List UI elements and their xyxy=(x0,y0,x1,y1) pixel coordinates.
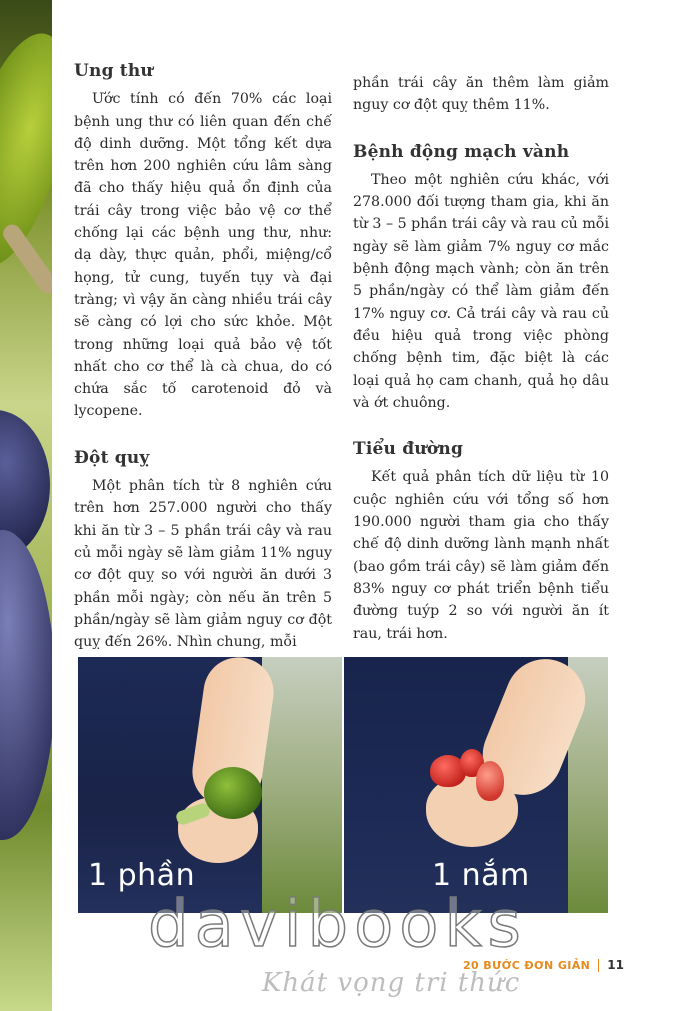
heading-dong-mach-vanh: Bệnh động mạch vành xyxy=(353,141,570,162)
caption-1-phan: 1 phần xyxy=(88,858,196,893)
photo-background xyxy=(262,657,342,913)
heading-ung-thu: Ung thư xyxy=(74,61,153,81)
page-footer xyxy=(463,958,624,972)
heading-tieu-duong: Tiểu đường xyxy=(353,439,464,460)
page-number: 11 xyxy=(607,958,624,972)
paragraph-dong-mach-vanh: Theo một nghiên cứu khác, với 278.000 đối tượng tham gia, khi ăn từ 3 – 5 phần trái cây và rau củ mỗi ngày sẽ làm giảm 7% nguy cơ mắc bệnh động mạch vành; còn ăn trên 5 phần/ngày có thể làm giảm đến 17% nguy cơ. Cả trái cây và rau củ đều hiệu quả trong việc phòng chống bệnh tim, đặc biệt là các loại quả họ cam chanh, quả họ dâu và ớt chuông. xyxy=(353,171,609,411)
paragraph-tieu-duong: Kết quả phân tích dữ liệu từ 10 cuộc nghiên cứu với tổng số hơn 190.000 người tham gia cho thấy chế độ dinh dưỡng lành mạnh nhất (bao gồm trái cây) sẽ làm giảm đến 83% nguy cơ phát triển bệnh tiểu đường tuýp 2 so với người ăn ít rau, trái hơn. xyxy=(353,469,609,642)
strawberry-graphic-3 xyxy=(476,761,504,801)
heading-dot-quy: Đột quỵ xyxy=(74,447,150,468)
paragraph-dot-quy-continued: phần trái cây ăn thêm làm giảm nguy cơ đột quỵ thêm 11%. xyxy=(353,75,609,114)
series-title: 20 BƯỚC ĐƠN GIẢN xyxy=(463,959,599,972)
right-column xyxy=(353,72,609,661)
watermark-brand: davibooks xyxy=(148,888,527,962)
broccoli-graphic xyxy=(204,767,262,819)
left-column xyxy=(74,60,332,669)
photo-broccoli-portion xyxy=(78,657,342,913)
caption-1-nam: 1 nắm xyxy=(432,858,530,893)
watermark-slogan: Khát vọng tri thức xyxy=(262,968,521,998)
photo-strawberry-handful xyxy=(344,657,608,913)
plum-graphic-2 xyxy=(0,530,52,840)
left-decorative-photo-strip xyxy=(0,0,52,1011)
paragraph-dot-quy: Một phân tích từ 8 nghiên cứu trên hơn 257.000 người cho thấy khi ăn từ 3 – 5 phần trái cây và rau củ mỗi ngày sẽ làm giảm 11% nguy cơ đột quỵ so với người ăn dưới 3 phần mỗi ngày; còn nếu ăn trên 5 phần/ngày sẽ làm giảm nguy cơ đột quỵ đến 26%. Nhìn chung, mỗi xyxy=(74,478,332,651)
paragraph-ung-thu: Ước tính có đến 70% các loại bệnh ung thư có liên quan đến chế độ dinh dưỡng. Một tổng kết dựa trên hơn 200 nghiên cứu lâm sàng đã cho thấy hiệu quả ổn định của trái cây trong việc bảo vệ cơ thể chống lại các bệnh ung thư, như: dạ dày, thực quản, phổi, miệng/cổ họng, tử cung, tuyến tụy và đại tràng; vì vậy ăn càng nhiều trái cây sẽ càng có lợi cho sức khỏe. Một trong những loại quả bảo vệ tốt nhất cho cơ thể là cà chua, do có chứa sắc tố carotenoid đỏ và lycopene. xyxy=(74,91,332,420)
